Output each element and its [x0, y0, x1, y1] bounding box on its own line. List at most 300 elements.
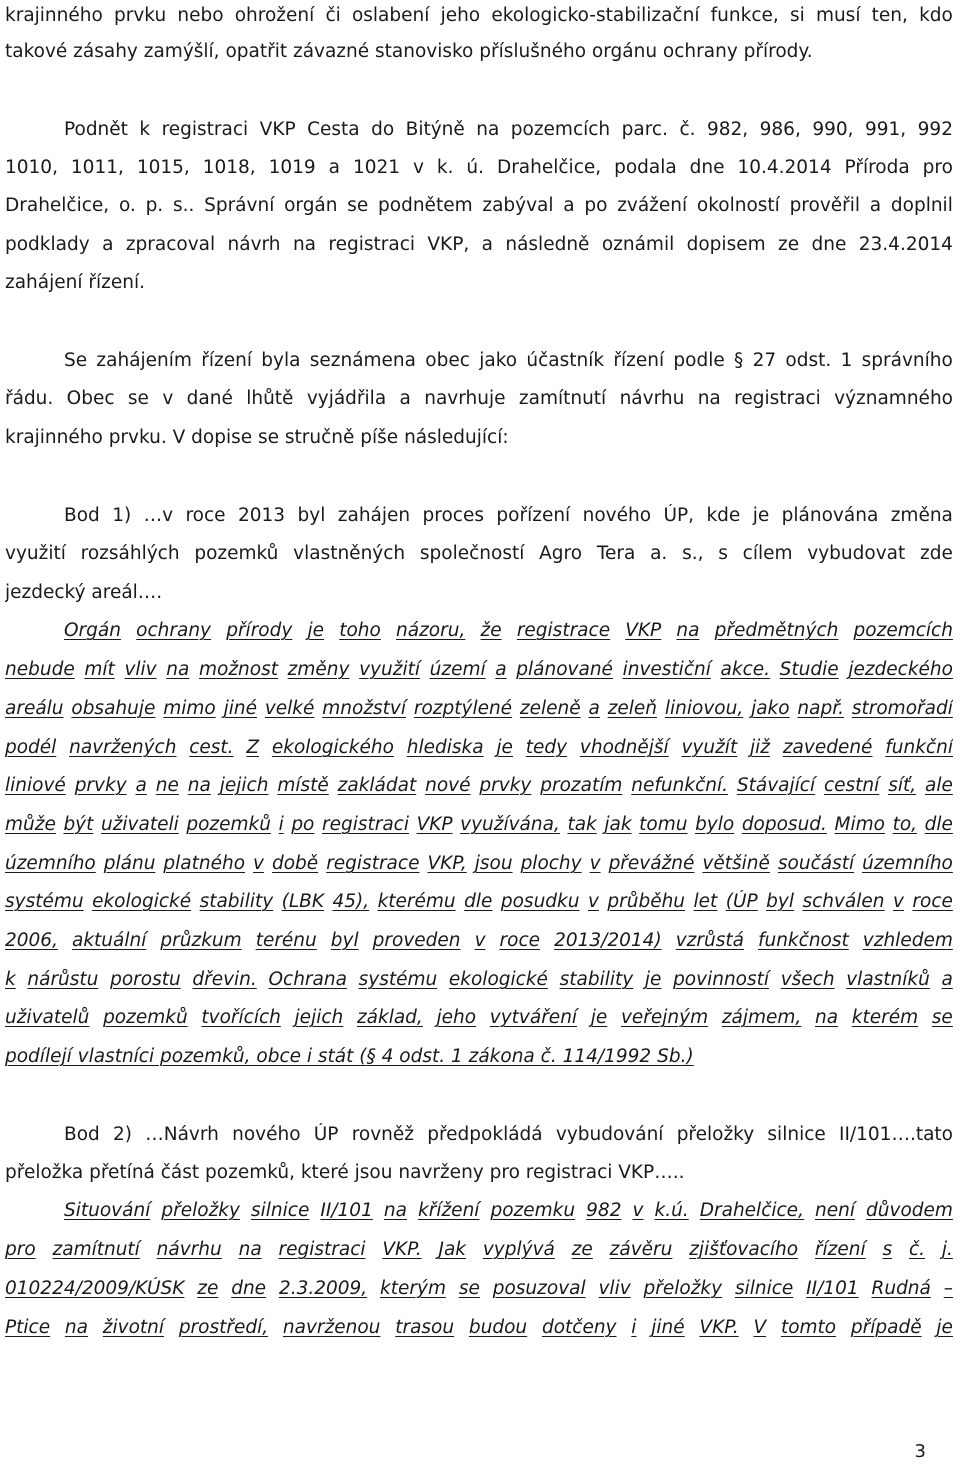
word: 1015,	[136, 157, 190, 178]
word: a	[399, 388, 411, 409]
word: návrhu	[619, 388, 685, 409]
word: ÚP,	[663, 505, 695, 526]
word: obsahuje	[71, 698, 156, 719]
word: 27	[752, 350, 777, 371]
word: vlastněných	[293, 543, 406, 564]
word: dle	[464, 891, 493, 912]
word: je	[496, 737, 513, 758]
word: VKP	[416, 814, 453, 835]
word: Mimo	[834, 814, 885, 835]
word: že	[480, 620, 502, 641]
word: funkce,	[710, 5, 779, 26]
word: 010224/2009/KÚSK	[5, 1278, 185, 1299]
word: po	[291, 814, 315, 835]
word: porostu	[110, 969, 181, 990]
word: řízení	[814, 1239, 866, 1260]
word: přeložky	[161, 1200, 240, 1221]
italic-text-line	[5, 736, 953, 760]
word: zjišťovacího	[689, 1239, 799, 1260]
word: navržených	[69, 737, 177, 758]
word: do	[371, 119, 395, 140]
word: jako	[479, 350, 518, 371]
word: 982	[586, 1200, 622, 1221]
word: na	[166, 659, 190, 680]
italic-text-line: podílejí vlastníci pozemků, obce i stát (§ 4 odst. 1 zákona č. 114/1992 Sb.)	[5, 1046, 694, 1067]
word: ze	[778, 234, 800, 255]
word: vliv	[598, 1278, 631, 1299]
word: účastník	[526, 350, 605, 371]
word: ze	[197, 1278, 219, 1299]
word: Studie	[779, 659, 839, 680]
word: tvořících	[201, 1007, 281, 1028]
word: pozemků	[194, 543, 279, 564]
word: 991,	[864, 119, 907, 140]
italic-text-line	[5, 1199, 953, 1223]
word: zeleně	[519, 698, 581, 719]
word: Obec	[66, 388, 115, 409]
word: je	[590, 1007, 608, 1028]
word: velké	[264, 698, 315, 719]
word: seznámena	[309, 350, 416, 371]
word: územního	[5, 853, 96, 874]
word: §	[734, 350, 744, 371]
word: kterým	[380, 1278, 446, 1299]
word: v	[587, 891, 599, 912]
word: 1010,	[5, 157, 58, 178]
word: to,	[892, 814, 918, 835]
text-line	[5, 504, 953, 528]
word: s	[882, 1239, 893, 1260]
word: ne	[155, 775, 179, 796]
word: Příroda	[844, 157, 910, 178]
italic-text-line	[5, 774, 953, 798]
word: mít	[84, 659, 115, 680]
word: systému	[5, 891, 84, 912]
word: aktuální	[72, 930, 147, 951]
text-line	[5, 387, 953, 411]
word: zamítnutí	[52, 1239, 140, 1260]
word: vyjádřila	[306, 388, 387, 409]
word: Z	[246, 737, 260, 758]
word: roce	[499, 930, 541, 951]
word: Se	[64, 350, 88, 371]
word: s..	[172, 195, 195, 216]
word: v	[412, 157, 424, 178]
word: dne	[231, 1278, 267, 1299]
word: 1011,	[70, 157, 124, 178]
word: Bod	[64, 505, 100, 526]
word: 1018,	[202, 157, 256, 178]
text-line	[5, 156, 953, 180]
word: křížení	[418, 1200, 480, 1221]
text-line: takové zásahy zamýšlí, opatřit závazné stanovisko příslušného orgánu ochrany přírody.	[5, 41, 813, 62]
word: pro	[5, 1239, 36, 1260]
word: cest.	[189, 737, 234, 758]
word: návrh	[227, 234, 281, 255]
word: stability	[199, 891, 274, 912]
word: ale	[925, 775, 953, 796]
word: ze	[571, 1239, 593, 1260]
word: nového	[582, 505, 652, 526]
word: ekologického	[271, 737, 394, 758]
word: využití	[5, 543, 66, 564]
word: registraci	[278, 1239, 366, 1260]
word: silnice	[251, 1200, 310, 1221]
word: v	[893, 891, 904, 912]
word: byl	[330, 930, 359, 951]
word: toho	[339, 620, 381, 641]
word: na	[476, 119, 500, 140]
word: je	[752, 505, 770, 526]
word: pozemků	[103, 1007, 188, 1028]
italic-text-line	[5, 1277, 953, 1301]
word: kdo	[919, 5, 953, 26]
word: předmětných	[714, 620, 839, 641]
word: řádu.	[5, 388, 54, 409]
word: důvodem	[866, 1200, 953, 1221]
word: registraci	[321, 814, 409, 835]
word: změny	[287, 659, 350, 680]
word: je	[936, 1317, 953, 1338]
italic-text-line	[5, 697, 953, 721]
word: životní	[102, 1317, 165, 1338]
word: základ,	[356, 1007, 423, 1028]
word: ekologicko-stabilizační	[491, 5, 700, 26]
italic-text-line	[5, 852, 953, 876]
word: Cesta	[307, 119, 360, 140]
word: zavedené	[782, 737, 873, 758]
word: krajinného	[5, 5, 103, 26]
word: 10.4.2014	[737, 157, 832, 178]
word: plánu	[103, 853, 156, 874]
word: akce.	[720, 659, 770, 680]
word: je	[644, 969, 662, 990]
word: podle	[673, 350, 725, 371]
word: dne	[689, 157, 725, 178]
word: podél	[5, 737, 57, 758]
italic-text-line	[5, 658, 953, 682]
word: ohrožení	[234, 5, 315, 26]
word: 986,	[759, 119, 801, 140]
word: Správní	[204, 195, 275, 216]
italic-text-line	[5, 929, 953, 953]
word: nárůstu	[27, 969, 99, 990]
word: si	[789, 5, 805, 26]
word: byl	[297, 505, 326, 526]
word: se	[127, 388, 149, 409]
text-line	[5, 4, 953, 28]
word: kterém	[851, 1007, 919, 1028]
word: II/101	[806, 1278, 859, 1299]
word: prozatím	[540, 775, 623, 796]
word: parc.	[621, 119, 668, 140]
word: proces	[422, 505, 484, 526]
word: zpracoval	[125, 234, 216, 255]
word: na	[64, 1317, 88, 1338]
word: na	[292, 234, 316, 255]
word: závěru	[609, 1239, 673, 1260]
word: Situování	[64, 1200, 151, 1221]
word: plánována	[781, 505, 879, 526]
word: 2.3.2009,	[278, 1278, 368, 1299]
word: již	[750, 737, 771, 758]
word: prověřil	[789, 195, 861, 216]
word: 1	[840, 350, 853, 371]
word: roce	[185, 505, 226, 526]
word: a	[495, 659, 507, 680]
word: podklady	[5, 234, 90, 255]
word: k.	[436, 157, 454, 178]
word: prvku	[114, 5, 167, 26]
word: většině	[702, 853, 770, 874]
word: 2006,	[5, 930, 58, 951]
word: rozsáhlých	[80, 543, 180, 564]
word: součástí	[777, 853, 855, 874]
word: ú.	[466, 157, 485, 178]
word: všech	[780, 969, 835, 990]
word: v	[162, 388, 174, 409]
word: přeložky	[676, 1124, 755, 1145]
text-line	[5, 542, 953, 566]
text-line	[5, 194, 953, 218]
word: s.,	[682, 543, 704, 564]
word: tomu	[639, 814, 688, 835]
word: jako	[751, 698, 790, 719]
word: byla	[261, 350, 301, 371]
word: k	[5, 969, 16, 990]
word: doposud.	[741, 814, 827, 835]
word: pro	[922, 157, 953, 178]
word: ochrany	[136, 620, 212, 641]
word: vzhledem	[862, 930, 953, 951]
word: č.	[908, 1239, 926, 1260]
word: a	[135, 775, 147, 796]
word: území	[429, 659, 486, 680]
word: zamítnutí	[518, 388, 607, 409]
word: změna	[890, 505, 953, 526]
word: –	[943, 1278, 953, 1299]
word: 1021	[352, 157, 401, 178]
word: tomto	[780, 1317, 837, 1338]
word: na	[815, 1007, 839, 1028]
word: dané	[186, 388, 233, 409]
word: přírody	[226, 620, 293, 641]
word: využít	[681, 737, 738, 758]
word: Bitýně	[405, 119, 465, 140]
word: na	[697, 388, 721, 409]
italic-text-line	[5, 968, 953, 992]
word: a	[328, 157, 340, 178]
text-line	[5, 1123, 953, 1147]
word: a	[941, 969, 953, 990]
word: navrhuje	[424, 388, 506, 409]
word: tak	[567, 814, 597, 835]
word: okolností	[696, 195, 780, 216]
italic-text-line	[5, 1006, 953, 1030]
word: II/101	[320, 1200, 373, 1221]
word: Drahelčice,	[5, 195, 110, 216]
word: kde	[706, 505, 741, 526]
word: a.	[650, 543, 668, 564]
word: registrace	[516, 620, 611, 641]
word: není	[815, 1200, 855, 1221]
word: Ptice	[5, 1317, 51, 1338]
word: zahájením	[96, 350, 192, 371]
word: …Návrh	[145, 1124, 219, 1145]
word: zeleň	[607, 698, 658, 719]
word: průzkum	[160, 930, 242, 951]
word: stability	[559, 969, 634, 990]
word: funkčnost	[757, 930, 849, 951]
word: registraci	[328, 234, 416, 255]
italic-text-line	[5, 890, 953, 914]
word: na	[676, 620, 700, 641]
word: 2)	[113, 1124, 132, 1145]
word: silnice	[767, 1124, 826, 1145]
word: ekologické	[448, 969, 548, 990]
word: převážné	[608, 853, 695, 874]
word: zabýval	[482, 195, 554, 216]
word: k	[139, 119, 151, 140]
word: oslabení	[351, 5, 430, 26]
word: podnětem	[378, 195, 473, 216]
word: pozemku	[490, 1200, 576, 1221]
word: podala	[614, 157, 677, 178]
word: místě	[277, 775, 329, 796]
word: následně	[505, 234, 590, 255]
word: jejich	[294, 1007, 344, 1028]
text-line	[5, 118, 953, 142]
word: roce	[912, 891, 953, 912]
word: povinností	[673, 969, 770, 990]
word: Agro	[539, 543, 583, 564]
word: prvky	[74, 775, 127, 796]
word: územního	[862, 853, 953, 874]
word: v	[253, 853, 264, 874]
word: vybudovat	[807, 543, 906, 564]
word: využívána,	[460, 814, 560, 835]
word: liniové	[5, 775, 66, 796]
word: společností	[419, 543, 525, 564]
word: schválen	[802, 891, 885, 912]
word: pozemků	[186, 814, 271, 835]
word: 23.4.2014	[858, 234, 953, 255]
word: vhodnější	[579, 737, 669, 758]
word: vytváření	[489, 1007, 578, 1028]
word: prostředí,	[178, 1317, 269, 1338]
word: je	[307, 620, 325, 641]
word: např.	[797, 698, 845, 719]
word: pozemcích	[510, 119, 611, 140]
word: Ochrana	[268, 969, 347, 990]
word: o.	[118, 195, 136, 216]
word: bylo	[695, 814, 735, 835]
word: Stávající	[736, 775, 816, 796]
word: ten,	[871, 5, 908, 26]
word: dřevin.	[192, 969, 257, 990]
word: významného	[834, 388, 953, 409]
word: a	[588, 698, 600, 719]
word: na	[383, 1200, 407, 1221]
word: 2013/2014)	[554, 930, 662, 951]
word: VKP	[625, 620, 662, 641]
word: Drahelčice,	[699, 1200, 804, 1221]
word: může	[5, 814, 56, 835]
word: případě	[850, 1317, 922, 1338]
word: prvky	[479, 775, 532, 796]
word: posuzoval	[492, 1278, 586, 1299]
word: pozemcích	[853, 620, 953, 641]
word: obec	[425, 350, 470, 371]
word: rovněž	[351, 1124, 414, 1145]
text-line	[5, 349, 953, 373]
word: posudku	[500, 891, 580, 912]
word: nebude	[5, 659, 75, 680]
word: oznámil	[601, 234, 675, 255]
word: č.	[679, 119, 696, 140]
word: v	[632, 1200, 644, 1221]
word: budou	[468, 1317, 528, 1338]
word: Bod	[64, 1124, 100, 1145]
text-line: zahájení řízení.	[5, 272, 145, 293]
word: platného	[163, 853, 246, 874]
word: i	[278, 814, 284, 835]
word: (LBK	[281, 891, 324, 912]
word: předpokládá	[427, 1124, 543, 1145]
word: Rudná	[871, 1278, 931, 1299]
word: době	[272, 853, 319, 874]
word: být	[63, 814, 94, 835]
text-line: jezdecký areál….	[5, 582, 163, 603]
word: zahájen	[337, 505, 411, 526]
italic-text-line	[5, 813, 953, 837]
word: množství	[322, 698, 407, 719]
word: II/101….tato	[839, 1124, 953, 1145]
word: dle	[924, 814, 953, 835]
word: jeho	[436, 1007, 477, 1028]
word: zakládat	[337, 775, 417, 796]
word: VKP	[259, 119, 296, 140]
word: areálu	[5, 698, 64, 719]
word: navrženou	[282, 1317, 381, 1338]
word: správního	[861, 350, 953, 371]
word: zde	[920, 543, 953, 564]
word: se	[931, 1007, 953, 1028]
word: doplnil	[890, 195, 953, 216]
word: plánované	[516, 659, 613, 680]
text-line	[5, 233, 953, 257]
word: trasou	[395, 1317, 455, 1338]
word: Tera	[596, 543, 636, 564]
word: registrace	[326, 853, 420, 874]
word: uživateli	[100, 814, 179, 835]
word: v	[589, 853, 601, 874]
word: rozptýlené	[413, 698, 513, 719]
word: a	[563, 195, 575, 216]
word: plochy	[520, 853, 582, 874]
italic-text-line	[5, 1316, 953, 1340]
italic-text-line	[5, 1238, 953, 1262]
word: řízení	[201, 350, 252, 371]
word: nového	[232, 1124, 301, 1145]
word: 45),	[332, 891, 370, 912]
word: dotčeny	[541, 1317, 617, 1338]
word: byl	[766, 891, 794, 912]
word: a	[102, 234, 114, 255]
word: jak	[604, 814, 632, 835]
word: jezdeckého	[848, 659, 953, 680]
word: vybudování	[555, 1124, 664, 1145]
